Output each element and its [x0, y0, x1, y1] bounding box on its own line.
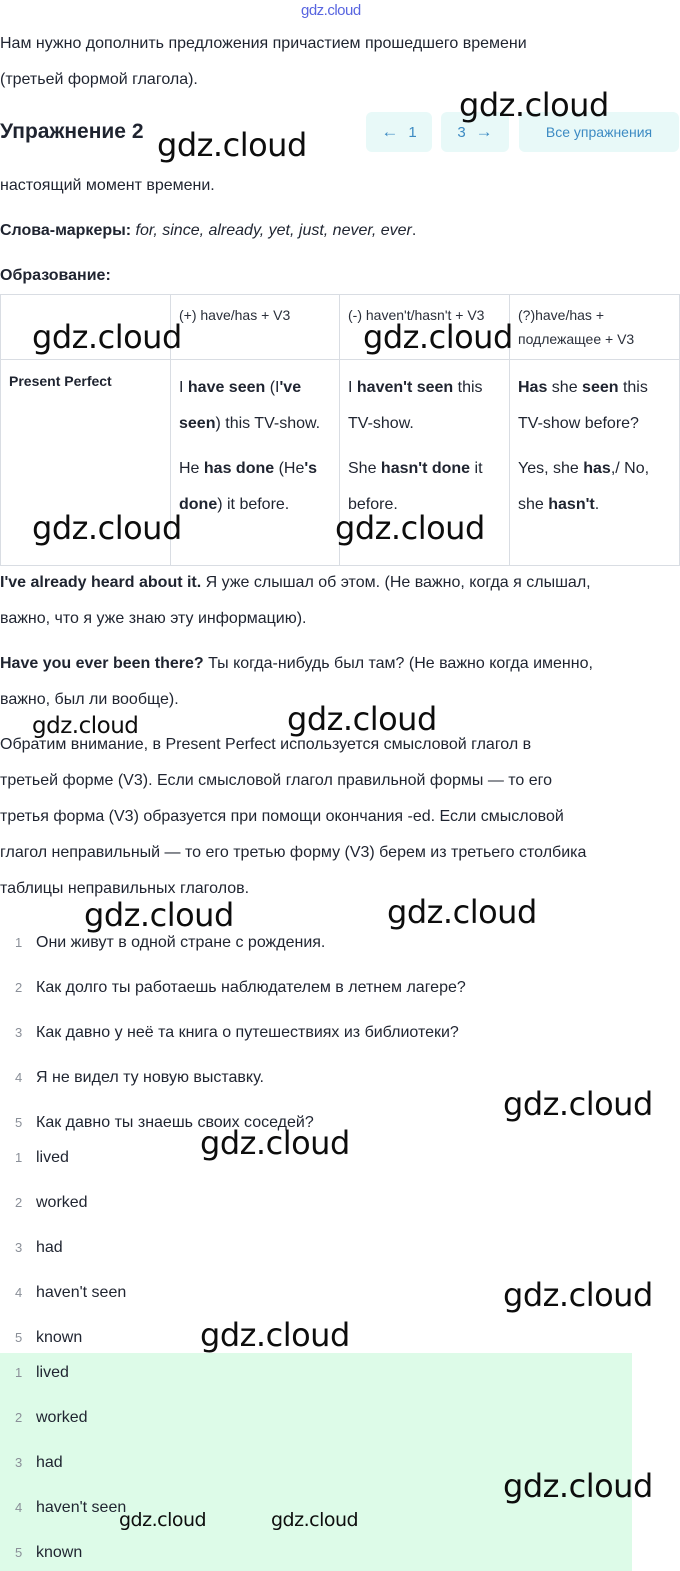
- site-mark: gdz.cloud: [301, 2, 361, 19]
- watermark: gdz.cloud: [200, 1316, 350, 1354]
- markers-list: for, since, already, yet, just, never, ever: [131, 222, 412, 239]
- watermark: gdz.cloud: [32, 509, 182, 547]
- table-row-label: Present Perfect: [1, 360, 171, 566]
- arrow-right-icon: →: [475, 122, 493, 141]
- watermark: gdz.cloud: [271, 1509, 359, 1531]
- formation-label: Образование:: [0, 267, 111, 284]
- example-2-line-1: [0, 646, 593, 681]
- final-answers-list: [0, 1361, 632, 1571]
- table-header-positive: (+) have/has + V3: [171, 295, 340, 360]
- watermark: gdz.cloud: [119, 1509, 207, 1531]
- positive-example-1: I have seen (I've seen) this TV-show.: [179, 379, 321, 432]
- watermark: gdz.cloud: [335, 509, 485, 547]
- negative-example-1: I haven't seen this TV-show.: [348, 379, 483, 432]
- markers-label: Слова-маркеры:: [0, 222, 132, 239]
- watermark: gdz.cloud: [363, 318, 513, 356]
- list-item: 4 haven't seen: [15, 1284, 127, 1301]
- all-exercises-label: Все упражнения: [545, 124, 653, 140]
- list-item: 1 lived: [15, 1364, 69, 1381]
- note-line-2: третьей форме (V3). Если смысловой глагол правильной формы — то его: [0, 772, 553, 789]
- watermark: gdz.cloud: [200, 1124, 350, 1162]
- prev-exercise-label: 1: [408, 123, 417, 141]
- note-line-5: таблицы неправильных глаголов.: [0, 880, 250, 897]
- example-1-line-2: важно, что я уже знаю эту информацию).: [0, 610, 307, 627]
- list-item: 3 had: [15, 1239, 63, 1256]
- negative-example-2: She hasn't done it before.: [348, 460, 483, 513]
- list-item: 2 Как долго ты работаешь наблюдателем в летнем лагере?: [15, 979, 466, 996]
- table-cell-question: [510, 360, 680, 566]
- table-header-question: (?)have/has + подлежащее + V3: [510, 295, 680, 360]
- example-1-english: I've already heard about it.: [0, 574, 202, 591]
- watermark: gdz.cloud: [503, 1085, 653, 1123]
- list-item: 4 haven't seen: [15, 1499, 127, 1516]
- arrow-left-icon: ←: [381, 122, 399, 141]
- list-item: 4 Я не видел ту новую выставку.: [15, 1069, 264, 1086]
- watermark: gdz.cloud: [157, 126, 307, 164]
- question-example-2: Yes, she has,/ No, she hasn't.: [518, 460, 650, 513]
- list-item: 5 known: [15, 1544, 83, 1561]
- example-2-english: Have you ever been there?: [0, 655, 204, 672]
- list-item: 1 lived: [15, 1149, 69, 1166]
- list-item: 5 known: [15, 1329, 83, 1346]
- list-item: 2 worked: [15, 1194, 88, 1211]
- example-1-translation: Я уже слышал об этом. (Не важно, когда я слышал,: [201, 574, 591, 591]
- table-cell-positive: [171, 360, 340, 566]
- example-2-line-2: важно, был ли вообще).: [0, 691, 179, 708]
- watermark: gdz.cloud: [287, 700, 437, 738]
- intro-line-1: Нам нужно дополнить предложения причастием прошедшего времени: [0, 35, 527, 52]
- table-header-negative: (-) haven't/hasn't + V3: [340, 295, 510, 360]
- positive-example-2: He has done (He's done) it before.: [179, 460, 318, 513]
- note-line-3: третья форма (V3) образуется при помощи окончания -ed. Если смысловой: [0, 808, 564, 825]
- list-item: 3 had: [15, 1454, 63, 1471]
- intro-line-2: (третьей формой глагола).: [0, 71, 198, 88]
- markers-end: .: [411, 222, 417, 239]
- next-exercise-label: 3: [457, 123, 466, 141]
- watermark: gdz.cloud: [459, 86, 609, 124]
- example-2-translation: Ты когда-нибудь был там? (Не важно когда именно,: [203, 655, 593, 672]
- watermark: gdz.cloud: [32, 318, 182, 356]
- watermark: gdz.cloud: [387, 893, 537, 931]
- answer-highlight-box: [0, 1353, 632, 1571]
- list-item: 5 Как давно ты знаешь своих соседей?: [15, 1114, 314, 1131]
- prev-exercise-button[interactable]: [366, 112, 432, 152]
- watermark: gdz.cloud: [503, 1467, 653, 1505]
- question-example-1: Has she seen this TV-show before?: [518, 379, 648, 432]
- list-item: 2 worked: [15, 1409, 88, 1426]
- list-item: 3 Как давно у неё та книга о путешествиях из библиотеки?: [15, 1024, 459, 1041]
- list-item: 1 Они живут в одной стране с рождения.: [15, 934, 326, 951]
- watermark: gdz.cloud: [84, 896, 234, 934]
- note-line-4: глагол неправильный — то его третью форму (V3) берем из третьего столбика: [0, 844, 587, 861]
- watermark: gdz.cloud: [503, 1276, 653, 1314]
- present-moment-text: настоящий момент времени.: [0, 177, 215, 194]
- markers-line: [0, 213, 416, 248]
- exercise-title: Упражнение 2: [0, 120, 144, 143]
- example-1-line-1: [0, 565, 591, 600]
- watermark: gdz.cloud: [32, 713, 139, 739]
- note-line-1: Обратим внимание, в Present Perfect используется смысловой глагол в: [0, 736, 532, 753]
